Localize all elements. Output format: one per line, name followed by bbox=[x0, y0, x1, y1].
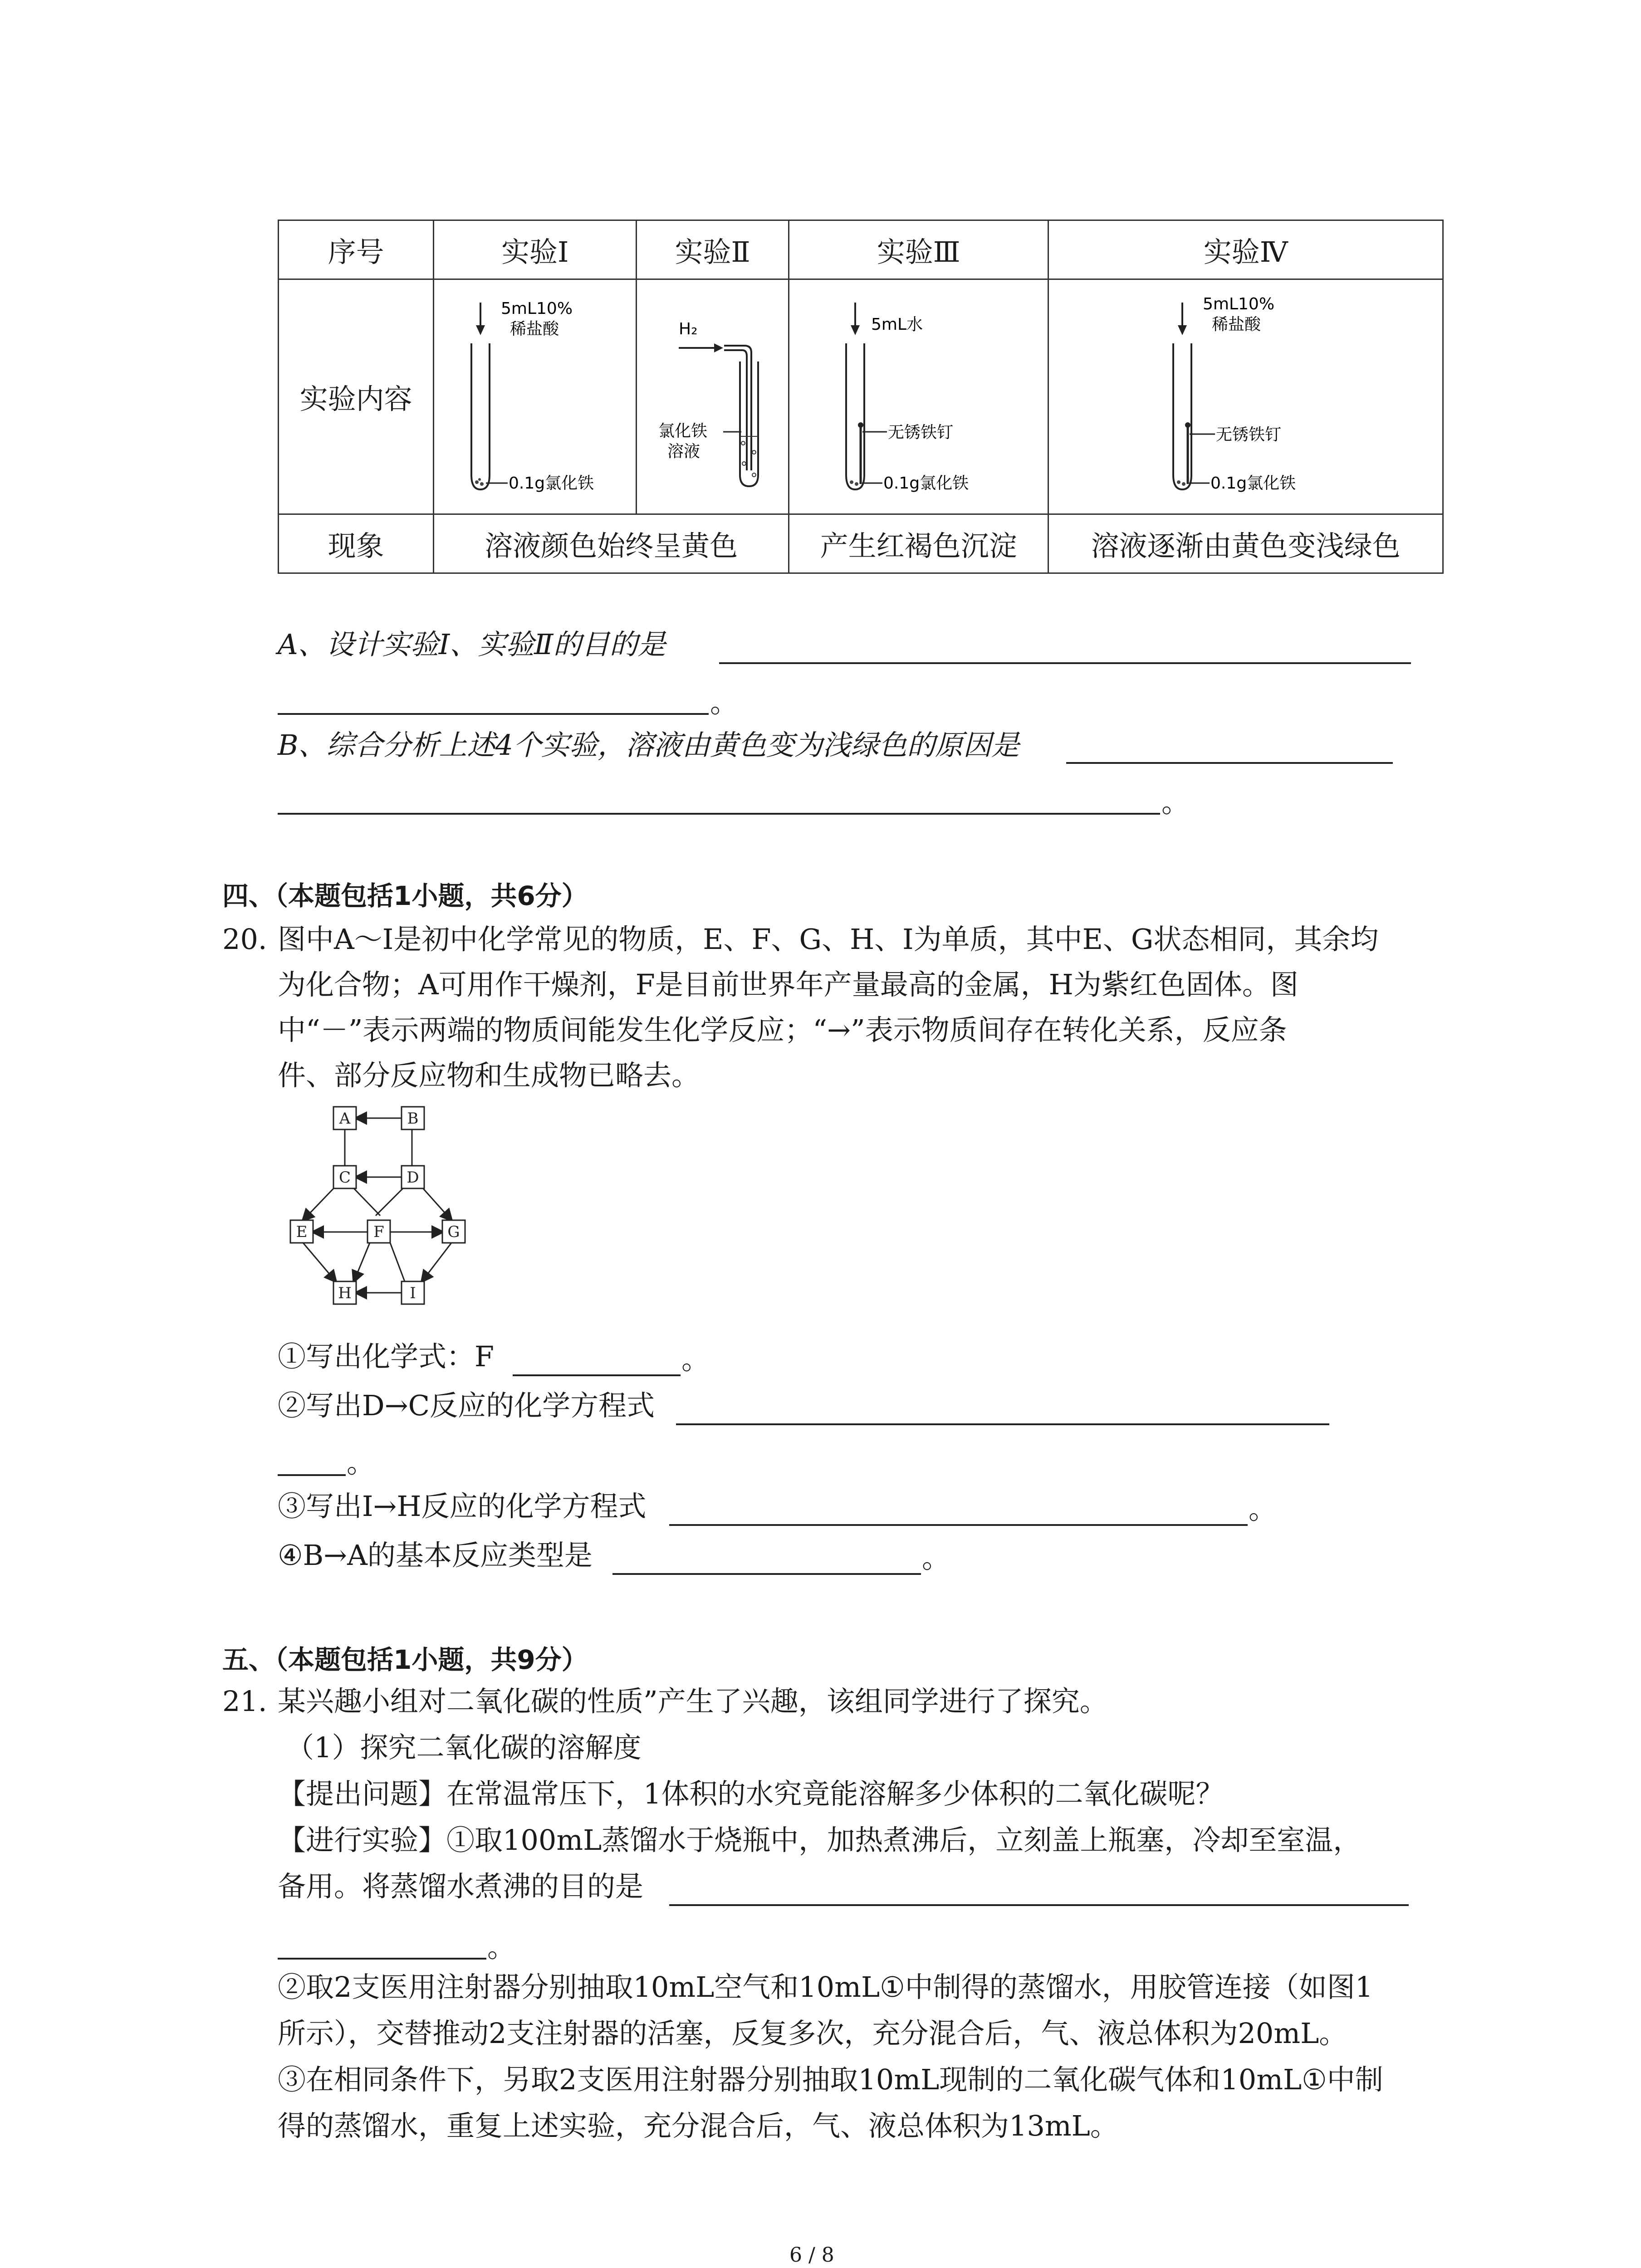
q20-sub1-blank[interactable] bbox=[513, 1374, 681, 1376]
q20-sub2-blank-2[interactable] bbox=[278, 1474, 346, 1476]
exp2-solution-line2: 溶液 bbox=[667, 442, 700, 461]
arrow-i-to-g bbox=[422, 1243, 451, 1281]
q20-line-4: 件、部分反应物和生成物已略去。 bbox=[278, 1059, 700, 1092]
exp1-bottom-label: 0.1g氯化铁 bbox=[509, 474, 594, 493]
header-exp2: 实验Ⅱ bbox=[637, 220, 789, 279]
exp1-reagent-line1: 5mL10% bbox=[501, 299, 573, 318]
q21-line-9: 得的蒸馏水，重复上述实验，充分混合后，气、液总体积为13mL。 bbox=[278, 2109, 1118, 2142]
q20-sub4-blank[interactable] bbox=[612, 1573, 921, 1575]
q21-line-5-period: 。 bbox=[487, 1931, 516, 1964]
q21-line-1: 某兴趣小组对二氧化碳的性质”产生了兴趣，该组同学进行了探究。 bbox=[278, 1685, 1108, 1718]
page-number: 6 / 8 bbox=[789, 2244, 834, 2267]
node-c-label: C bbox=[338, 1168, 351, 1187]
line-f-i bbox=[390, 1243, 405, 1281]
exp3-figure-cell bbox=[789, 279, 1048, 514]
header-exp4: 实验Ⅳ bbox=[1048, 220, 1443, 279]
exp2-test-tube-figure bbox=[638, 280, 788, 507]
q20-sub1: ①写出化学式：F bbox=[278, 1340, 495, 1373]
exp2-figure-cell bbox=[637, 279, 789, 514]
q20-sub3-period: 。 bbox=[1249, 1492, 1277, 1525]
exp1-figure-cell bbox=[434, 279, 637, 514]
line-c-f bbox=[353, 1188, 380, 1216]
table-phenomenon-row bbox=[279, 514, 1443, 573]
exp3-test-tube-figure bbox=[792, 280, 1046, 507]
q20-sub2-period: 。 bbox=[347, 1446, 375, 1479]
exp4-bottom-label: 0.1g氯化铁 bbox=[1210, 474, 1296, 493]
q19-b-text: B、综合分析上述4个实验，溶液由黄色变为浅绿色的原因是 bbox=[278, 728, 1020, 762]
arrow-e-to-h bbox=[303, 1243, 336, 1281]
exp3-reagent-label: 5mL水 bbox=[871, 315, 923, 334]
exp2-solution-line1: 氯化铁 bbox=[658, 422, 707, 440]
q19-b-blank-1[interactable] bbox=[1066, 762, 1393, 764]
q19-a-blank-2[interactable] bbox=[278, 713, 709, 715]
exp4-reagent-line1: 5mL10% bbox=[1202, 295, 1274, 313]
q20-line-1: 图中A～I是初中化学常见的物质，E、F、G、H、I为单质，其中E、G状态相同，其余均 bbox=[278, 923, 1379, 956]
arrow-f-to-h bbox=[354, 1243, 370, 1281]
q20-number: 20. bbox=[222, 923, 267, 956]
q21-line-7: 所示），交替推动2支注射器的活塞，反复多次，充分混合后，气、液总体积为20mL。 bbox=[278, 2017, 1347, 2050]
arrow-c-to-e bbox=[303, 1186, 336, 1220]
section4-heading: 四、（本题包括1小题，共6分） bbox=[222, 880, 588, 911]
node-a-label: A bbox=[339, 1110, 351, 1128]
q19-a-blank-1[interactable] bbox=[719, 662, 1411, 664]
phenomenon-exp4: 溶液逐渐由黄色变浅绿色 bbox=[1048, 514, 1443, 573]
node-f-label: F bbox=[373, 1223, 384, 1241]
header-exp3: 实验Ⅲ bbox=[789, 220, 1048, 279]
q21-line-2: （1）探究二氧化碳的溶解度 bbox=[286, 1731, 642, 1764]
exp4-test-tube-figure bbox=[1051, 280, 1441, 507]
q20-line-3: 中“－”表示两端的物质间能发生化学反应；“→”表示物质间存在转化关系，反应条 bbox=[278, 1013, 1287, 1046]
header-exp1: 实验Ⅰ bbox=[434, 220, 637, 279]
node-e-label: E bbox=[296, 1223, 308, 1241]
phenomenon-exp3: 产生红褐色沉淀 bbox=[789, 514, 1048, 573]
q20-relationship-diagram bbox=[272, 1098, 481, 1334]
node-b-label: B bbox=[407, 1110, 419, 1128]
phenomenon-label: 现象 bbox=[279, 514, 434, 573]
q19-a-period: 。 bbox=[710, 686, 739, 719]
experiment-table bbox=[278, 220, 1444, 574]
q21-boil-purpose-blank-1[interactable] bbox=[669, 1904, 1409, 1906]
q20-line-2: 为化合物；A可用作干燥剂，F是目前世界年产量最高的金属，H为紫红色固体。图 bbox=[278, 968, 1298, 1001]
q21-line-5: 备用。将蒸馏水煮沸的目的是 bbox=[278, 1870, 644, 1903]
q19-b-period: 。 bbox=[1161, 786, 1190, 819]
exp4-figure-cell bbox=[1048, 279, 1443, 514]
exp4-reagent-line2: 稀盐酸 bbox=[1211, 315, 1261, 334]
q19-a-text: A、设计实验Ⅰ、实验Ⅱ的目的是 bbox=[278, 628, 666, 661]
q21-line-6: ②取2支医用注射器分别抽取10mL空气和10mL①中制得的蒸馏水，用胶管连接（如图1 bbox=[278, 1970, 1373, 2004]
table-content-row bbox=[279, 279, 1443, 514]
exp1-reagent-line2: 稀盐酸 bbox=[510, 320, 559, 338]
q20-sub2-blank-1[interactable] bbox=[676, 1423, 1329, 1425]
q21-line-8: ③在相同条件下，另取2支医用注射器分别抽取10mL现制的二氧化碳气体和10mL①中制 bbox=[278, 2063, 1383, 2096]
node-d-label: D bbox=[407, 1168, 419, 1187]
q20-sub2: ②写出D→C反应的化学方程式 bbox=[278, 1389, 655, 1422]
q20-sub3: ③写出I→H反应的化学方程式 bbox=[278, 1490, 647, 1523]
q20-sub3-blank[interactable] bbox=[669, 1524, 1248, 1526]
q21-boil-purpose-blank-2[interactable] bbox=[278, 1958, 486, 1960]
node-i-label: I bbox=[410, 1284, 416, 1302]
node-h-label: H bbox=[338, 1284, 352, 1302]
phenomenon-exp1-2: 溶液颜色始终呈黄色 bbox=[434, 514, 789, 573]
q20-sub4-period: 。 bbox=[922, 1541, 950, 1574]
q20-sub4: ④B→A的基本反应类型是 bbox=[278, 1539, 593, 1572]
header-index: 序号 bbox=[279, 220, 434, 279]
content-label: 实验内容 bbox=[279, 279, 434, 514]
line-d-f bbox=[376, 1188, 404, 1216]
q21-line-4: 【进行实验】①取100mL蒸馏水于烧瓶中，加热煮沸后，立刻盖上瓶塞，冷却至室温， bbox=[278, 1823, 1362, 1857]
node-g-label: G bbox=[447, 1223, 460, 1241]
exp4-nail-label: 无锈铁钉 bbox=[1215, 425, 1281, 444]
exp1-test-tube-figure bbox=[435, 280, 635, 507]
exp3-bottom-label: 0.1g氯化铁 bbox=[883, 474, 969, 493]
q19-b-blank-2[interactable] bbox=[278, 813, 1160, 815]
exp3-nail-label: 无锈铁钉 bbox=[887, 423, 953, 442]
q20-sub1-period: 。 bbox=[681, 1343, 710, 1376]
q21-line-3: 【提出问题】在常温常压下，1体积的水究竟能溶解多少体积的二氧化碳呢？ bbox=[278, 1777, 1224, 1810]
q21-number: 21. bbox=[222, 1685, 267, 1718]
table-header-row bbox=[279, 220, 1443, 279]
section5-heading: 五、（本题包括1小题，共9分） bbox=[222, 1644, 588, 1675]
arrow-d-to-g bbox=[421, 1186, 451, 1220]
exp2-gas-label: H₂ bbox=[678, 320, 698, 338]
